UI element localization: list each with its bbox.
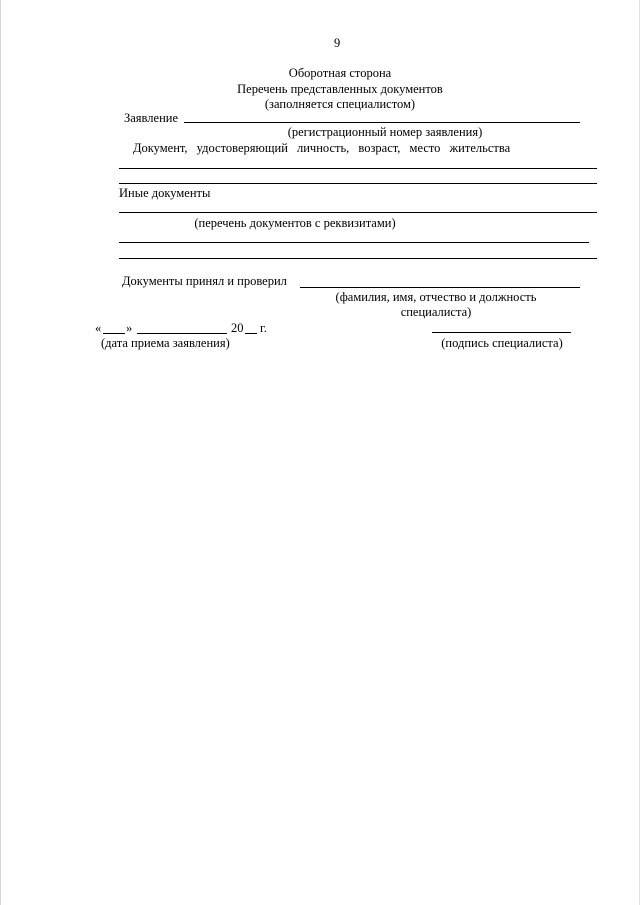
date-day-field[interactable] — [103, 333, 125, 334]
acceptance-name-field[interactable] — [300, 287, 580, 288]
application-label: Заявление — [124, 111, 179, 125]
other-documents-field-line-1[interactable] — [119, 212, 597, 213]
other-documents-field-line-3[interactable] — [119, 258, 597, 259]
date-year-field[interactable] — [245, 333, 257, 334]
page-left-edge — [0, 0, 1, 905]
date-year-suffix: г. — [260, 321, 267, 335]
acceptance-caption-line-2: специалиста) — [400, 305, 472, 319]
header-title: Перечень представленных документов — [237, 82, 443, 96]
date-month-field[interactable] — [137, 333, 227, 334]
identity-document-field-line-2[interactable] — [119, 183, 597, 184]
header-side: Оборотная сторона — [288, 66, 392, 80]
signature-caption: (подпись специалиста) — [441, 336, 563, 350]
application-number-field[interactable] — [184, 122, 580, 123]
signature-field[interactable] — [432, 332, 571, 333]
application-caption: (регистрационный номер заявления) — [287, 125, 483, 139]
other-documents-label: Иные документы — [119, 186, 211, 200]
other-documents-caption: (перечень документов с реквизитами) — [194, 216, 396, 230]
identity-document-field-line-1[interactable] — [119, 168, 597, 169]
date-caption: (дата приема заявления) — [101, 336, 230, 350]
other-documents-field-line-2[interactable] — [119, 242, 589, 243]
acceptance-caption-line-1: (фамилия, имя, отчество и должность — [335, 290, 537, 304]
identity-document-label: Документ, удостоверяющий личность, возраст, место жительства — [133, 141, 511, 155]
date-open-quote: « — [95, 321, 102, 335]
page-number: 9 — [334, 36, 341, 50]
header-subtitle: (заполняется специалистом) — [264, 97, 416, 111]
date-year-prefix: 20 — [231, 321, 244, 335]
acceptance-label: Документы принял и проверил — [122, 274, 287, 288]
date-close-quote: » — [126, 321, 133, 335]
